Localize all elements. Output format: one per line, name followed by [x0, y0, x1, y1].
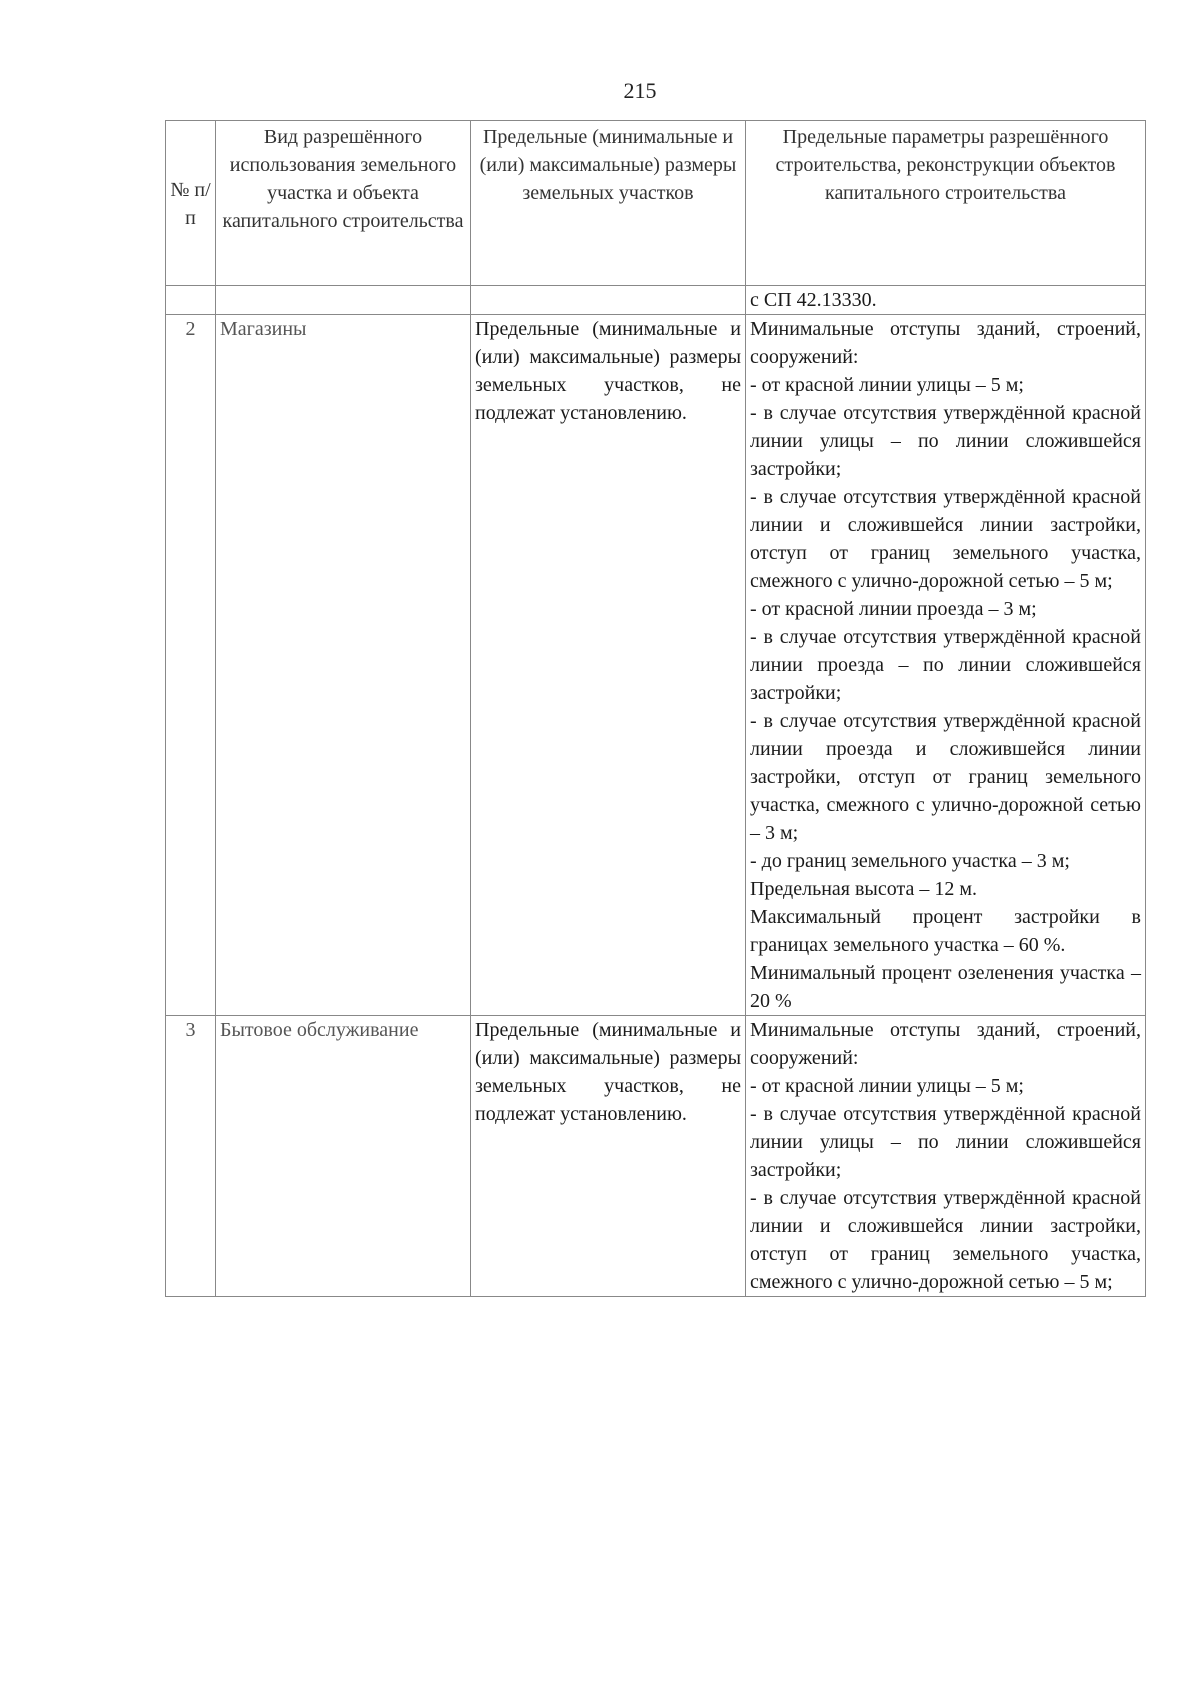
header-num: № п/п — [166, 121, 216, 286]
param-line: - в случае отсутствия утверждённой красной линии улицы – по линии сложившейся застройки; — [750, 402, 1141, 480]
param-line: - от красной линии проезда – 3 м; — [750, 598, 1037, 620]
param-line: - от красной линии улицы – 5 м; — [750, 374, 1024, 396]
param-line: - в случае отсутствия утверждённой красной линии проезда и сложившейся линии застройки, отступ от границ земельного участка, смежного с улично-дорожной сетью – 3 м; — [750, 710, 1141, 844]
table-header-row — [166, 121, 1146, 286]
header-size: Предельные (минимальные и (или) максимальные) размеры земельных участков — [471, 121, 746, 286]
row-params — [746, 1016, 1146, 1297]
param-line: Минимальный процент озеленения участка – 20 % — [750, 962, 1141, 1012]
row-size: Предельные (минимальные и (или) максимальные) размеры земельных участков, не подлежат установлению. — [471, 1016, 746, 1297]
continuation-row — [166, 286, 1146, 315]
header-params: Предельные параметры разрешённого строительства, реконструкции объектов капитального строительства — [746, 121, 1146, 286]
param-line: Минимальные отступы зданий, строений, сооружений: — [750, 1019, 1141, 1069]
page-number: 215 — [623, 78, 657, 103]
row-size: Предельные (минимальные и (или) максимальные) размеры земельных участков, не подлежат установлению. — [471, 315, 746, 1016]
param-line: Максимальный процент застройки в границах земельного участка – 60 %. — [750, 906, 1141, 956]
table-row — [166, 315, 1146, 1016]
param-line: - в случае отсутствия утверждённой красной линии и сложившейся линии застройки, отступ от границ земельного участка, смежного с улично-дорожной сетью – 5 м; — [750, 1187, 1141, 1293]
table-row — [166, 1016, 1146, 1297]
header-use: Вид разрешённого использования земельного участка и объекта капитального строительства — [216, 121, 471, 286]
param-line: - в случае отсутствия утверждённой красной линии и сложившейся линии застройки, отступ от границ земельного участка, смежного с улично-дорожной сетью – 5 м; — [750, 486, 1141, 592]
param-line: Минимальные отступы зданий, строений, сооружений: — [750, 318, 1141, 368]
row-number: 2 — [166, 315, 216, 1016]
param-line: - в случае отсутствия утверждённой красной линии улицы – по линии сложившейся застройки; — [750, 1103, 1141, 1181]
row-number: 3 — [166, 1016, 216, 1297]
row-use: Бытовое обслуживание — [216, 1016, 471, 1297]
continuation-text: с СП 42.13330. — [746, 286, 1146, 315]
param-line: - до границ земельного участка – 3 м; — [750, 850, 1070, 872]
regulations-table — [165, 120, 1146, 1297]
param-line: Предельная высота – 12 м. — [750, 878, 978, 900]
param-line: - от красной линии улицы – 5 м; — [750, 1075, 1024, 1097]
param-line: - в случае отсутствия утверждённой красной линии проезда – по линии сложившейся застройки; — [750, 626, 1141, 704]
row-params — [746, 315, 1146, 1016]
row-use: Магазины — [216, 315, 471, 1016]
